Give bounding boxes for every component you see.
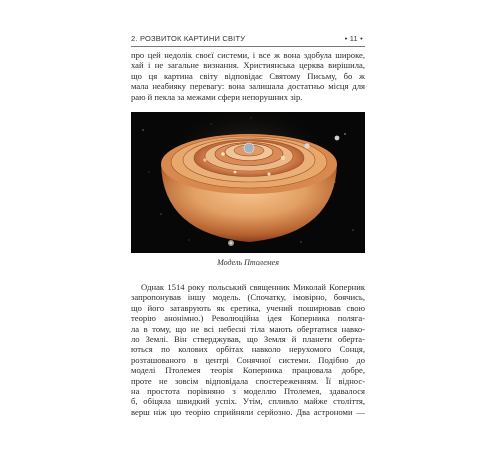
text-line: мала неабияку перевагу: вона залишала достатньо місця для xyxy=(131,81,365,92)
text-line: на простота порівняно з моделлю Птолемея, здавалося xyxy=(131,385,365,396)
text-line: ються по колових орбітах навколо нерухомого Сонця, xyxy=(131,344,365,355)
running-head xyxy=(131,34,365,47)
text-line: хай і не загальне визнання. Християнська церква вирішила, xyxy=(131,60,365,71)
text-line: ла в тому, що не всі небесні тіла мають обертатися навко- xyxy=(131,323,365,334)
bottom-paragraph xyxy=(131,282,365,417)
text-line: раю й пекла за межами сфери непорушних зір. xyxy=(131,91,303,102)
text-line: запропонував іншу модель. (Спочатку, імовірно, боячись, xyxy=(131,292,365,303)
text-line: про цей недолік своєї системи, і все ж вона здобула широке, xyxy=(131,50,365,60)
figure-caption: Модель Птолемея xyxy=(217,258,279,267)
ptolemy-model-illustration xyxy=(131,112,365,253)
text-line: Однак 1514 року польський священник Миколай Коперник xyxy=(141,282,365,292)
text-line: верш ніж цю теорію сприйняли серйозно. Два астрономи — xyxy=(131,406,365,417)
text-line: ло Землі. Він стверджував, що Земля й планети оберта- xyxy=(131,333,365,344)
text-line: моделі Птолемея теорія Коперника працювала добре, xyxy=(131,365,365,376)
page-number: • 11 • xyxy=(344,34,363,43)
section-title: 2. РОЗВИТОК КАРТИНИ СВІТУ xyxy=(131,34,246,43)
text-line: проте не зовсім відповідала спостереженням. Її віднос- xyxy=(131,375,365,386)
text-line: теорію анонімно.) Революційна ідея Коперника поляга- xyxy=(131,313,365,324)
text-line: що його затаврують як єретика, учений поширював свою xyxy=(131,302,365,313)
text-line: розташованого в центрі Сонячної системи. Подібно до xyxy=(131,354,365,365)
top-paragraph xyxy=(131,50,365,102)
text-line: б, обіцяла швидкий успіх. Утім, спливло майже століття, xyxy=(131,396,365,407)
ptolemy-model-image xyxy=(131,112,365,253)
text-line: що ця картина світу відповідає Святому Письму, бо ж xyxy=(131,70,365,81)
